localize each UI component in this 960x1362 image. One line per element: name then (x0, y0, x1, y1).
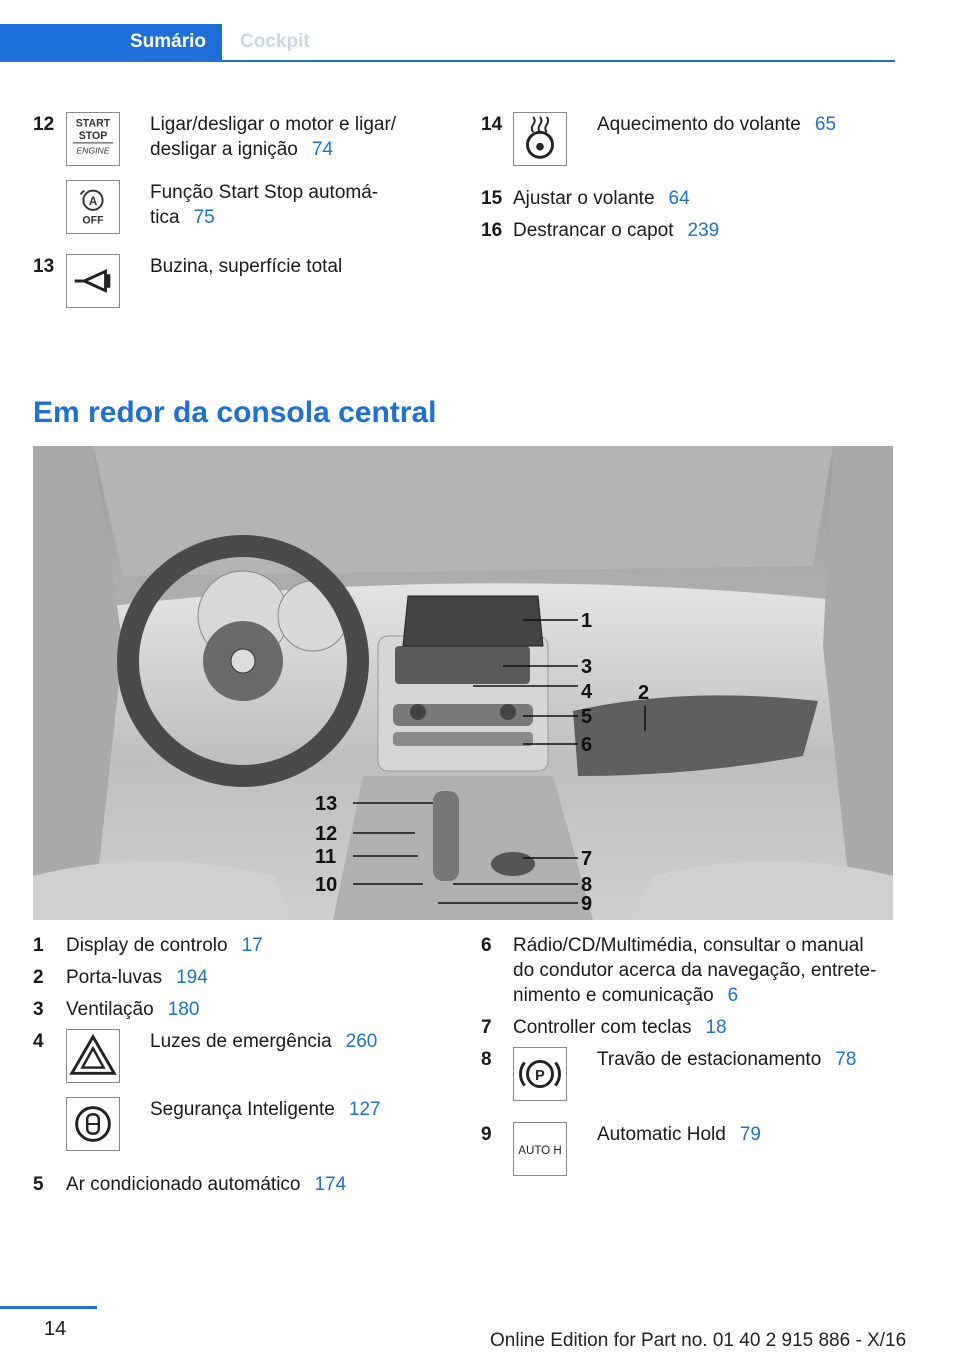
page-ref-link[interactable]: 6 (727, 985, 739, 1006)
item-number: 7 (481, 1017, 492, 1038)
legend-item: Rádio/CD/Multimédia, consultar o manual do condutor acerca da navegação, entrete- nimento e comunicação 6 (513, 935, 877, 1006)
callout-7: 7 (581, 848, 593, 870)
page-ref-link[interactable]: 174 (314, 1174, 347, 1195)
item-number: 4 (33, 1031, 44, 1052)
tab-cockpit[interactable]: Cockpit (240, 31, 310, 52)
item-text: Buzina, superfície total (150, 256, 343, 277)
parking-brake-icon (513, 1047, 567, 1101)
page-number: 14 (44, 1318, 67, 1340)
item-number: 9 (481, 1124, 492, 1145)
item-number: 2 (33, 967, 44, 988)
callout-4: 4 (581, 681, 593, 703)
item-number: 12 (33, 114, 55, 135)
item-number: 14 (481, 114, 503, 135)
item-text: Aquecimento do volante 65 (597, 114, 837, 135)
item-number: 5 (33, 1174, 44, 1195)
item-text: Ajustar o volante 64 (513, 188, 690, 209)
item-text: Função Start Stop automá- tica 75 (150, 182, 379, 228)
edition-note: Online Edition for Part no. 01 40 2 915 886 - X/16 (490, 1330, 907, 1351)
item-number: 3 (33, 999, 44, 1020)
item-number: 8 (481, 1049, 492, 1070)
item-text: Ligar/desligar o motor e ligar/ desligar a ignição 74 (150, 114, 397, 160)
footer-rule (0, 1306, 97, 1309)
svg-text:A: A (88, 196, 98, 209)
page-ref-link[interactable]: 17 (241, 935, 263, 956)
item-number: 1 (33, 935, 44, 956)
callout-8: 8 (581, 874, 593, 896)
svg-text:P: P (535, 1067, 545, 1084)
callout-6: 6 (581, 734, 593, 756)
callout-13: 13 (315, 793, 338, 815)
legend-item: Ventilação 180 (66, 999, 200, 1020)
svg-text:OFF: OFF (82, 214, 104, 227)
page-ref-link[interactable]: 194 (176, 967, 208, 988)
horn-icon (66, 254, 120, 308)
page-ref-link[interactable]: 64 (668, 188, 690, 209)
svg-text:AUTO H: AUTO H (518, 1144, 562, 1157)
legend-item: Controller com teclas 18 (513, 1017, 727, 1038)
page-ref-link[interactable]: 127 (348, 1099, 381, 1120)
legend-item: Display de controlo 17 (66, 935, 263, 956)
legend-item: Segurança Inteligente 127 (150, 1099, 381, 1120)
callout-3: 3 (581, 656, 593, 678)
tab-sumario[interactable]: Sumário (0, 24, 222, 60)
page-ref-link[interactable]: 78 (835, 1049, 857, 1070)
auto-start-stop-off-icon (66, 180, 120, 234)
item-number: 16 (481, 220, 503, 241)
page-ref-link[interactable]: 180 (167, 999, 200, 1020)
steering-wheel-heating-icon (513, 112, 567, 166)
callout-5: 5 (581, 706, 593, 728)
header-tabs (0, 24, 895, 62)
icon-text: START (75, 117, 111, 130)
item-number: 13 (33, 256, 55, 277)
svg-text:ENGINE: ENGINE (76, 145, 110, 156)
callout-1: 1 (581, 610, 593, 632)
page-ref-link[interactable]: 75 (193, 207, 215, 228)
item-text: Destrancar o capot 239 (513, 220, 720, 241)
svg-text:STOP: STOP (78, 130, 108, 142)
callout-11: 11 (315, 846, 337, 868)
page-ref-link[interactable]: 239 (687, 220, 720, 241)
legend-item: Ar condicionado automático 174 (66, 1174, 347, 1195)
auto-hold-icon (513, 1122, 567, 1176)
intelligent-safety-icon (66, 1097, 120, 1151)
page-ref-link[interactable]: 18 (705, 1017, 727, 1038)
legend-item: Luzes de emergência 260 (150, 1031, 378, 1052)
page-ref-link[interactable]: 65 (814, 114, 837, 135)
section-title: Em redor da consola central (33, 396, 437, 429)
page-ref-link[interactable]: 74 (311, 139, 334, 160)
legend-item: Travão de estacionamento 78 (597, 1049, 857, 1070)
page-ref-link[interactable]: 79 (739, 1124, 761, 1145)
hazard-warning-icon (66, 1029, 120, 1083)
callout-9: 9 (581, 893, 593, 915)
start-stop-engine-icon (66, 112, 120, 166)
callout-2: 2 (638, 682, 650, 704)
page-ref-link[interactable]: 260 (345, 1031, 378, 1052)
callout-12: 12 (315, 823, 338, 845)
legend-item: Automatic Hold 79 (597, 1124, 761, 1145)
item-number: 6 (481, 935, 492, 956)
cockpit-illustration (33, 446, 893, 920)
callout-10: 10 (315, 874, 338, 896)
item-number: 15 (481, 188, 503, 209)
legend-item: Porta-luvas 194 (66, 967, 208, 988)
